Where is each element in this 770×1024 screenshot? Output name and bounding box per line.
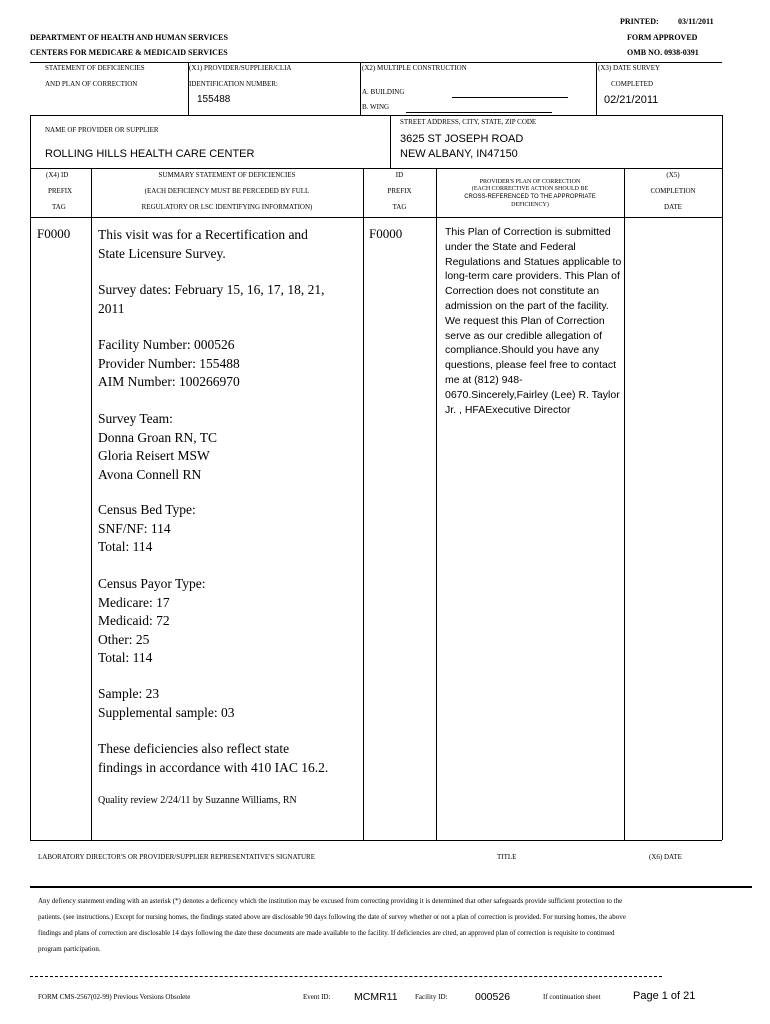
summary-block: Census Bed Type: SNF/NF: 114 Total: 114 [98,502,196,555]
poc-header-2: (EACH CORRECTIVE ACTION SHOULD BE [471,186,589,192]
department-name: DEPARTMENT OF HEALTH AND HUMAN SERVICES [30,33,228,42]
id-header-2: PREFIX [387,187,412,195]
disclaimer-text: Any defiency statement ending with an asterisk (*) denotes a deficency which the institution may be excused from correcting providing it is determined that other safeguards provide sufficient protection to the patients. (see instructions.) Except for nursing homes, the findings stated above are disclosable 90 days following the date of survey whether or not a plan of correction is provided. For nursing homes, the above findings and plans of correction are disclosable 14 days following the date these documents are made available to the facility. If deficiencies are cited, an approved plan of correction is requisite to continued program participation. [38,897,626,953]
poc-header-1: PROVIDER'S PLAN OF CORRECTION [479,179,581,185]
id-header-1: ID [395,171,404,179]
summary-block: Census Payor Type: Medicare: 17 Medicaid: 72 Other: 25 Total: 114 [98,576,206,666]
x3-label-1: (X3) DATE SURVEY [598,64,661,72]
printed-date: 03/11/2011 [678,17,714,26]
x5-header-3: DATE [664,203,682,211]
statement-label-1: STATEMENT OF DEFICIENCIES [45,64,145,72]
summary-block: Survey dates: February 15, 16, 17, 18, 21, 2011 [98,282,325,316]
wing-label: B. WING [362,103,390,111]
x5-header-2: COMPLETION [650,187,696,195]
summary-header-3: REGULATORY OR LSC IDENTIFYING INFORMATION) [141,203,313,211]
address-street: 3625 ST JOSEPH ROAD [400,133,524,145]
provider-id-number: 155488 [197,94,231,105]
title-label: TITLE [497,853,517,861]
statement-label-2: AND PLAN OF CORRECTION [45,80,138,88]
summary-block: Facility Number: 000526 Provider Number: 155488 AIM Number: 100266970 [98,337,240,390]
x4-header-1: (X4) ID [46,171,69,179]
summary-block: Survey Team: Donna Groan RN, TC Gloria Reisert MSW Avona Connell RN [98,411,217,482]
address-label: STREET ADDRESS, CITY, STATE, ZIP CODE [400,118,537,126]
x3-label-2: COMPLETED [611,80,653,88]
id-header-3: TAG [392,203,407,211]
signature-label: LABORATORY DIRECTOR'S OR PROVIDER/SUPPLIER REPRESENTATIVE'S SIGNATURE [38,853,316,861]
summary-block: This visit was for a Recertification and State Licensure Survey. [98,227,308,261]
address-city: NEW ALBANY, IN47150 [400,148,518,160]
event-id-label: Event ID: [303,993,331,1001]
omb-number: OMB NO. 0938-0391 [627,48,699,57]
summary-block: Sample: 23 Supplemental sample: 03 [98,686,235,720]
tag-prefix-right: F0000 [369,226,403,241]
plan-of-correction-text: This Plan of Correction is submitted under the State and Federal Regulations and Statues applicable to long-term care providers. This Plan of Correction does not constitute an admission on the part of the facility. We request this Plan of Correction serve as our credible allegation of compliance.Should you have any questions, please feel free to contact me at (812) 948-0670.Sincerely,Fairley (Lee) R. Taylor Jr. , HFAExecutive Director [445,226,622,416]
printed-label: PRINTED: [620,17,659,26]
event-id-value: MCMR11 [354,991,398,1003]
date-label: (X6) DATE [649,853,682,861]
quality-review-note: Quality review 2/24/11 by Suzanne Williams, RN [98,795,297,806]
building-label: A. BUILDING [362,88,405,96]
x1-label-2: IDENTIFICATION NUMBER: [189,80,278,88]
tag-prefix-left: F0000 [37,226,71,241]
continuation-label: If continuation sheet [543,993,601,1001]
provider-name-label: NAME OF PROVIDER OR SUPPLIER [45,126,159,134]
summary-header-1: SUMMARY STATEMENT OF DEFICIENCIES [158,171,296,179]
summary-header-2: (EACH DEFICIENCY MUST BE PERCEDED BY FULL [144,187,310,195]
x5-header-1: (X5) [666,171,680,179]
x1-label-1: (X1) PROVIDER/SUPPLIER/CLIA [189,64,292,72]
form-approved: FORM APPROVED [627,33,698,42]
x4-header-2: PREFIX [48,187,73,195]
x4-header-3: TAG [52,203,66,211]
page-number: Page 1 of 21 [633,990,696,1002]
poc-header-4: DEFICIENCY) [511,202,549,208]
form-number: FORM CMS-2567(02-99) Previous Versions Obsolete [38,993,191,1001]
poc-header-3: CROSS-REFERENCED TO THE APPROPRIATE [464,194,596,200]
survey-date-completed: 02/21/2011 [604,94,659,106]
agency-name: CENTERS FOR MEDICARE & MEDICAID SERVICES [30,48,228,57]
x2-label: (X2) MULTIPLE CONSTRUCTION [362,64,467,72]
provider-name: ROLLING HILLS HEALTH CARE CENTER [45,148,255,160]
summary-block: These deficiencies also reflect state findings in accordance with 410 IAC 16.2. [98,741,329,775]
facility-id-label: Facility ID: [415,993,448,1001]
facility-id-value: 000526 [475,991,511,1003]
